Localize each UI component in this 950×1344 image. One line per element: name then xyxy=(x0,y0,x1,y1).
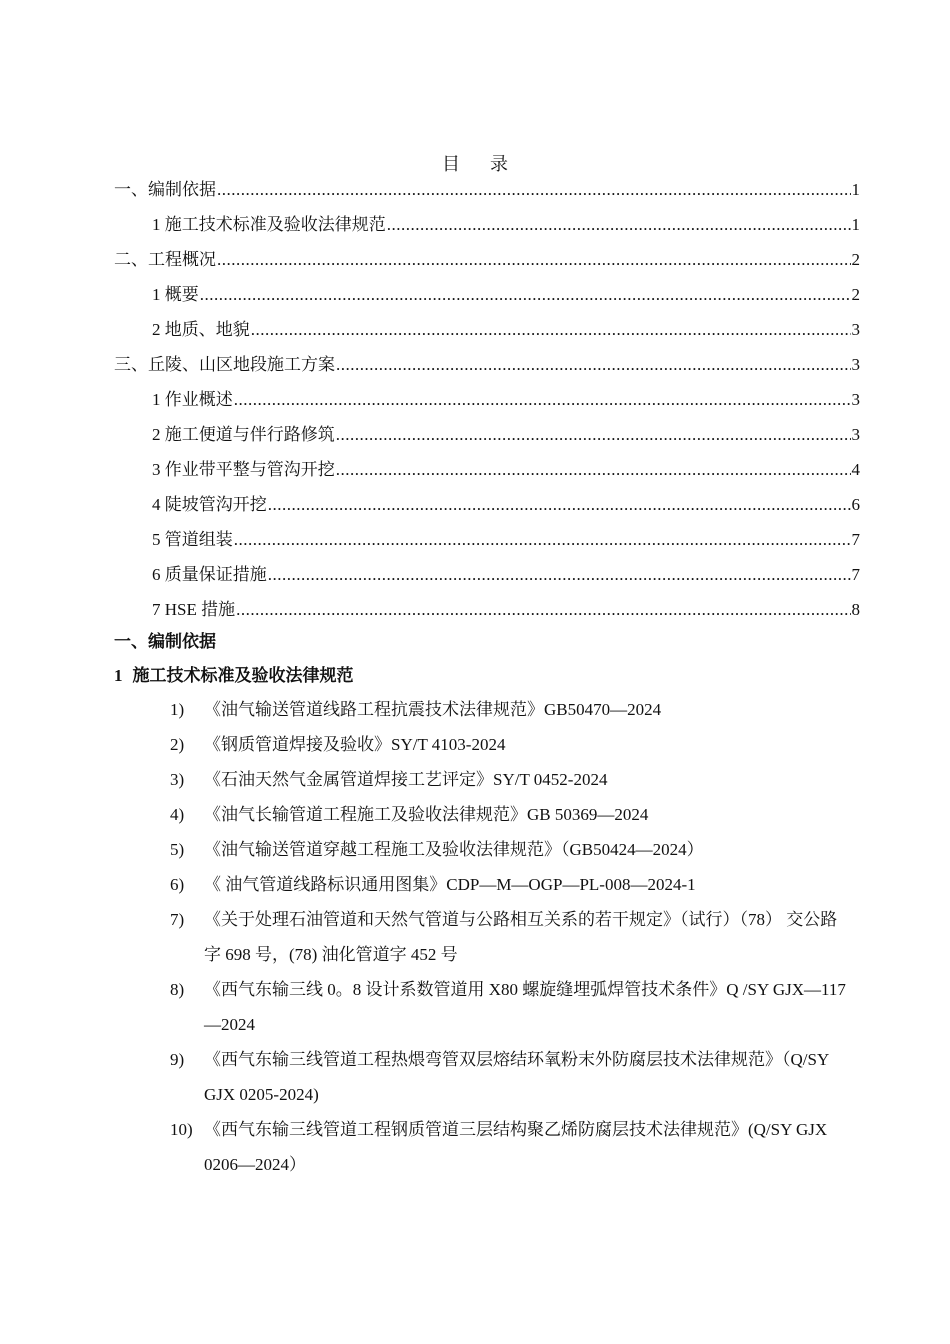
reference-text: 《西气东输三线管道工程钢质管道三层结构聚乙烯防腐层技术法律规范》(Q/SY GJX 0206—2024） xyxy=(204,1120,828,1174)
reference-number: 5) xyxy=(170,840,185,859)
reference-text: 《油气输送管道线路工程抗震技术法律规范》GB50470—2024 xyxy=(204,700,662,719)
toc-entry-page: 3 xyxy=(851,355,860,374)
toc-entry[interactable] xyxy=(114,417,860,452)
section-heading: 一、编制依据 xyxy=(114,632,216,651)
toc-entry-page: 8 xyxy=(851,600,860,619)
toc-leader-dots xyxy=(217,172,851,207)
toc-entry[interactable] xyxy=(114,347,860,382)
toc-entry-page: 7 xyxy=(851,565,860,584)
reference-item xyxy=(170,797,850,832)
toc-entry[interactable] xyxy=(114,522,860,557)
toc-entry-label: 4 陡坡管沟开挖 xyxy=(152,495,267,514)
reference-text: 《钢质管道焊接及验收》SY/T 4103-2024 xyxy=(204,735,506,754)
toc-title-char-1: 目 xyxy=(442,154,460,174)
subsection-number: 1 xyxy=(114,666,123,685)
toc-entry-label: 二、工程概况 xyxy=(114,250,216,269)
reference-text: 《西气东输三线管道工程热煨弯管双层熔结环氧粉末外防腐层技术法律规范》（Q/SY GJX 0205-2024) xyxy=(204,1050,829,1104)
toc-leader-dots xyxy=(234,522,851,557)
toc-leader-dots xyxy=(336,347,851,382)
toc-entry-label: 三、丘陵、山区地段施工方案 xyxy=(114,355,335,374)
reference-item xyxy=(170,867,850,902)
toc-entry-page: 2 xyxy=(851,250,860,269)
reference-number: 7) xyxy=(170,910,185,929)
toc-entry[interactable] xyxy=(114,242,860,277)
toc-entry[interactable] xyxy=(114,592,860,627)
reference-item xyxy=(170,972,850,1042)
toc-leader-dots xyxy=(268,557,851,592)
toc-leader-dots xyxy=(387,207,851,242)
reference-number: 1) xyxy=(170,700,185,719)
toc-leader-dots xyxy=(236,592,850,627)
reference-item xyxy=(170,727,850,762)
reference-number: 8) xyxy=(170,980,185,999)
reference-text: 《西气东输三线 0。8 设计系数管道用 X80 螺旋缝埋弧焊管技术条件》Q /SY GJX—117—2024 xyxy=(204,980,846,1034)
toc-entry-label: 6 质量保证措施 xyxy=(152,565,267,584)
toc-leader-dots xyxy=(336,452,851,487)
toc-leader-dots xyxy=(251,312,851,347)
reference-number: 2) xyxy=(170,735,185,754)
toc-entry-page: 4 xyxy=(851,460,860,479)
toc-entry-label: 1 概要 xyxy=(152,285,199,304)
toc-entry-page: 2 xyxy=(851,285,860,304)
reference-item xyxy=(170,692,850,727)
toc-entry[interactable] xyxy=(114,382,860,417)
subsection-title: 施工技术标准及验收法律规范 xyxy=(132,666,354,685)
toc-entry[interactable] xyxy=(114,487,860,522)
toc-entry[interactable] xyxy=(114,312,860,347)
reference-text: 《油气长输管道工程施工及验收法律规范》GB 50369—2024 xyxy=(204,805,649,824)
toc-entry-label: 3 作业带平整与管沟开挖 xyxy=(152,460,335,479)
reference-number: 10) xyxy=(170,1120,193,1139)
toc-leader-dots xyxy=(217,242,851,277)
toc-entry-label: 5 管道组装 xyxy=(152,530,233,549)
toc-entry-label: 2 地质、地貌 xyxy=(152,320,250,339)
reference-text: 《 油气管道线路标识通用图集》CDP—M—OGP—PL-008—2024-1 xyxy=(204,875,696,894)
toc-entry-page: 1 xyxy=(851,215,860,234)
toc-entry-page: 3 xyxy=(851,320,860,339)
reference-number: 4) xyxy=(170,805,185,824)
toc-entry-label: 一、编制依据 xyxy=(114,180,216,199)
toc-entry-page: 3 xyxy=(851,390,860,409)
reference-number: 6) xyxy=(170,875,185,894)
reference-text: 《石油天然气金属管道焊接工艺评定》SY/T 0452-2024 xyxy=(204,770,608,789)
reference-number: 9) xyxy=(170,1050,185,1069)
reference-item xyxy=(170,902,850,972)
toc-entry-label: 1 作业概述 xyxy=(152,390,233,409)
toc-title-char-2: 录 xyxy=(490,154,508,174)
toc-entry-page: 6 xyxy=(851,495,860,514)
toc-entry-page: 1 xyxy=(851,180,860,199)
reference-item xyxy=(170,1112,850,1182)
reference-number: 3) xyxy=(170,770,185,789)
toc-entry[interactable] xyxy=(114,172,860,207)
toc-entry[interactable] xyxy=(114,557,860,592)
toc-entry[interactable] xyxy=(114,207,860,242)
reference-item xyxy=(170,1042,850,1112)
reference-item xyxy=(170,832,850,867)
toc-entry[interactable] xyxy=(114,277,860,312)
table-of-contents xyxy=(114,172,860,627)
toc-leader-dots xyxy=(268,487,851,522)
toc-entry-label: 7 HSE 措施 xyxy=(152,600,236,619)
subsection-heading xyxy=(114,662,354,690)
toc-entry-label: 1 施工技术标准及验收法律规范 xyxy=(152,215,386,234)
reference-text: 《油气输送管道穿越工程施工及验收法律规范》（GB50424—2024） xyxy=(204,840,704,859)
toc-leader-dots xyxy=(200,277,851,312)
toc-leader-dots xyxy=(234,382,851,417)
toc-leader-dots xyxy=(336,417,851,452)
toc-entry[interactable] xyxy=(114,452,860,487)
reference-item xyxy=(170,762,850,797)
toc-entry-label: 2 施工便道与伴行路修筑 xyxy=(152,425,335,444)
reference-list xyxy=(170,692,850,1182)
toc-entry-page: 7 xyxy=(851,530,860,549)
reference-text: 《关于处理石油管道和天然气管道与公路相互关系的若干规定》（试行）（78） 交公路字 698 号，(78) 油化管道字 452 号 xyxy=(204,910,838,964)
toc-entry-page: 3 xyxy=(851,425,860,444)
